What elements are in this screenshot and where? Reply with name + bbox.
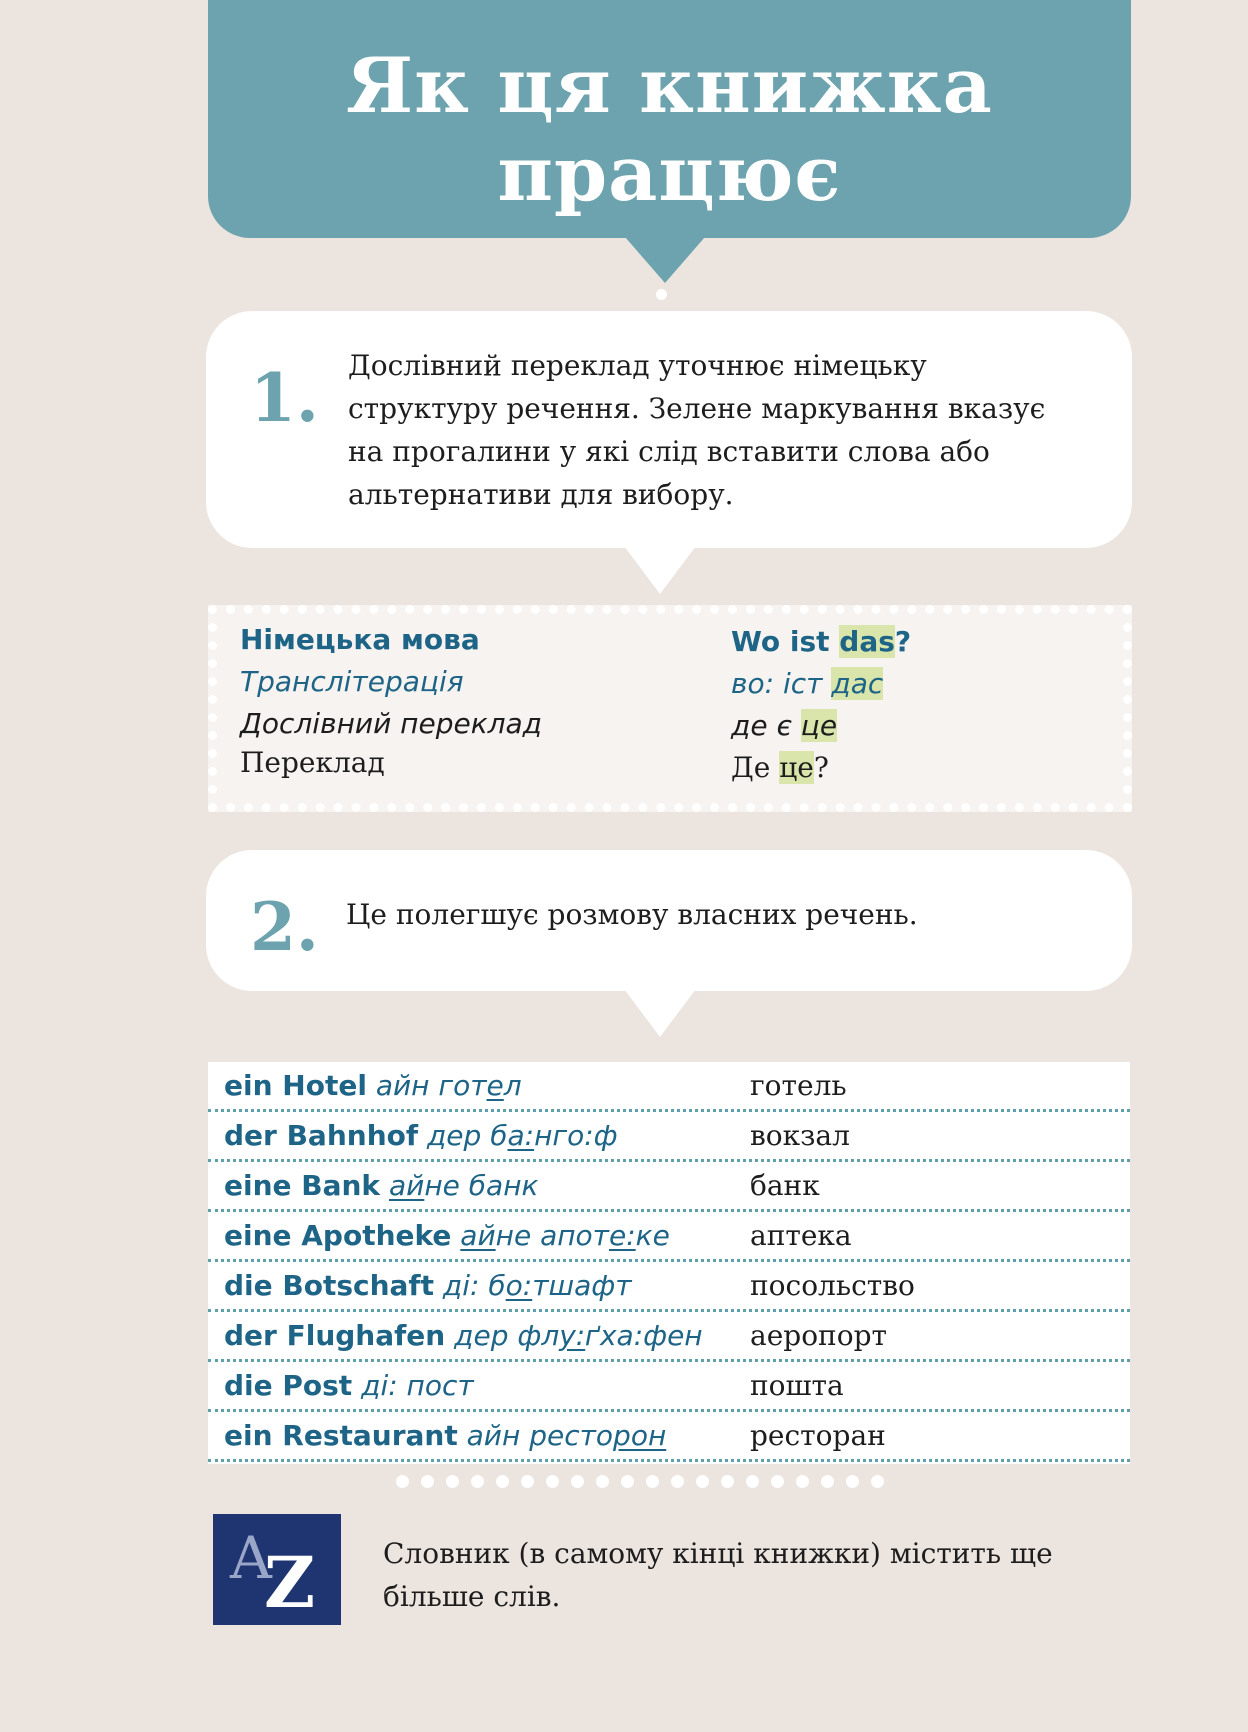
german-word-cell (224, 1364, 474, 1408)
german-word-cell (224, 1314, 703, 1358)
stressed-syllable: е: (609, 1219, 636, 1252)
text-segment: ді: пост (352, 1369, 474, 1402)
table-row (208, 1162, 1130, 1212)
decorative-dot (646, 1475, 659, 1488)
decorative-dot (571, 1475, 584, 1488)
transliteration (445, 1319, 702, 1352)
text-segment: де є (731, 709, 801, 742)
table-row (208, 1212, 1130, 1262)
step-1-bubble-tail (624, 546, 696, 594)
text-segment: дер б (418, 1119, 508, 1152)
decorative-dot (671, 1475, 684, 1488)
translation-cell: аеропорт (750, 1319, 887, 1352)
text-segment: ке (635, 1219, 670, 1252)
german-word-cell (224, 1164, 538, 1208)
icon-letter-z: Z (264, 1541, 316, 1624)
german-word-cell (224, 1414, 666, 1458)
text-segment: Де (731, 751, 780, 784)
stressed-syllable: а: (507, 1119, 535, 1152)
highlight: це (800, 709, 838, 742)
german-word: eine Apotheke (224, 1219, 452, 1252)
decorative-dot (446, 1475, 459, 1488)
german-word-cell (224, 1264, 632, 1308)
transliteration (352, 1369, 474, 1402)
translation-cell: готель (750, 1069, 847, 1102)
table-row (208, 1362, 1130, 1412)
highlight: das (839, 625, 895, 658)
dictionary-note (383, 1532, 1103, 1618)
label-german: Німецька мова (240, 623, 480, 656)
text-segment: айн ресто (457, 1419, 614, 1452)
translation-cell: вокзал (750, 1119, 850, 1152)
decorative-dot (656, 289, 667, 300)
example-literal (731, 708, 837, 744)
decorative-dot (471, 1475, 484, 1488)
transliteration (434, 1269, 632, 1302)
decorative-dot (746, 1475, 759, 1488)
title-banner-tail (625, 237, 705, 283)
text-segment: нго:ф (534, 1119, 618, 1152)
text-segment: Wo ist (731, 625, 840, 658)
text-segment (451, 1219, 460, 1252)
title-line-1: Як ця книжка (346, 41, 993, 130)
translation-cell: пошта (750, 1369, 844, 1402)
german-word: der Flughafen (224, 1319, 446, 1352)
example-german (731, 624, 911, 660)
text-segment: не банк (424, 1169, 539, 1202)
highlight: це (779, 751, 814, 784)
decorative-dot (721, 1475, 734, 1488)
decorative-dot (621, 1475, 634, 1488)
label-literal: Дослівний переклад (240, 707, 543, 740)
text-segment (380, 1169, 389, 1202)
decorative-dot (796, 1475, 809, 1488)
text-segment: ґха:фен (585, 1319, 703, 1352)
decorative-dot (771, 1475, 784, 1488)
step-1-line: на прогалини у які слід вставити слова або (348, 435, 990, 468)
german-word: ein Restaurant (224, 1419, 458, 1452)
stressed-syllable: ай (460, 1219, 496, 1252)
german-word: eine Bank (224, 1169, 381, 1202)
transliteration (451, 1219, 669, 1252)
step-2-number: 2. (250, 888, 319, 966)
text-segment: айн гот (366, 1069, 487, 1102)
german-word-cell (224, 1214, 670, 1258)
text-segment: ді: б (434, 1269, 506, 1302)
decorative-dot (871, 1475, 884, 1488)
text-segment: дер фл (445, 1319, 560, 1352)
dictionary-note-line: більше слів. (383, 1580, 561, 1613)
example-translation (731, 750, 829, 786)
translation-cell: аптека (750, 1219, 852, 1252)
example-transliteration (731, 666, 883, 702)
step-2-bubble-tail (624, 989, 696, 1037)
stressed-syllable: у: (559, 1319, 586, 1352)
table-row (208, 1112, 1130, 1162)
highlight: дас (831, 667, 884, 700)
step-1-number: 1. (250, 359, 319, 437)
decorative-dot (821, 1475, 834, 1488)
decorative-dot (496, 1475, 509, 1488)
decorative-dot (421, 1475, 434, 1488)
german-word-cell (224, 1064, 522, 1108)
decorative-dot (521, 1475, 534, 1488)
german-word: der Bahnhof (224, 1119, 419, 1152)
translation-cell: банк (750, 1169, 820, 1202)
dots-divider (396, 1475, 884, 1488)
transliteration (458, 1419, 667, 1452)
label-transliteration: Транслітерація (240, 665, 464, 698)
step-2-text: Це полегшує розмову власних речень. (346, 898, 918, 931)
text-segment: во: іст (731, 667, 832, 700)
stressed-syllable: ай (388, 1169, 425, 1202)
german-word: die Botschaft (224, 1269, 434, 1302)
german-word-cell (224, 1114, 618, 1158)
text-segment: тшафт (532, 1269, 632, 1302)
step-1-line: альтернативи для вибору. (348, 478, 734, 511)
page-title (208, 42, 1131, 218)
step-1-text (348, 344, 1045, 516)
dictionary-icon (213, 1514, 341, 1625)
stressed-syllable: е (486, 1069, 504, 1102)
dictionary-note-line: Словник (в самому кінці книжки) містить ще (383, 1537, 1053, 1570)
decorative-dot (596, 1475, 609, 1488)
text-segment: л (503, 1069, 522, 1102)
step-1-line: Дослівний переклад уточнює німецьку (348, 349, 927, 382)
table-row (208, 1262, 1130, 1312)
decorative-dot (546, 1475, 559, 1488)
decorative-dot (396, 1475, 409, 1488)
vocab-table (208, 1062, 1130, 1464)
text-segment: ? (894, 625, 912, 658)
decorative-dot (696, 1475, 709, 1488)
label-translation: Переклад (240, 746, 385, 779)
table-row (208, 1062, 1130, 1112)
transliteration (380, 1169, 538, 1202)
step-1-line: структуру речення. Зелене маркування вказує (348, 392, 1046, 425)
stressed-syllable: рон (613, 1419, 667, 1452)
table-row (208, 1312, 1130, 1362)
transliteration (367, 1069, 522, 1102)
table-row (208, 1412, 1130, 1462)
title-line-2: працює (497, 129, 842, 218)
german-word: die Post (224, 1369, 353, 1402)
transliteration (418, 1119, 618, 1152)
icon-letter-a: A (230, 1524, 272, 1592)
german-word: ein Hotel (224, 1069, 367, 1102)
translation-cell: ресторан (750, 1419, 886, 1452)
translation-cell: посольство (750, 1269, 915, 1302)
text-segment: не апот (495, 1219, 609, 1252)
stressed-syllable: о: (505, 1269, 533, 1302)
decorative-dot (846, 1475, 859, 1488)
text-segment: ? (813, 751, 829, 784)
